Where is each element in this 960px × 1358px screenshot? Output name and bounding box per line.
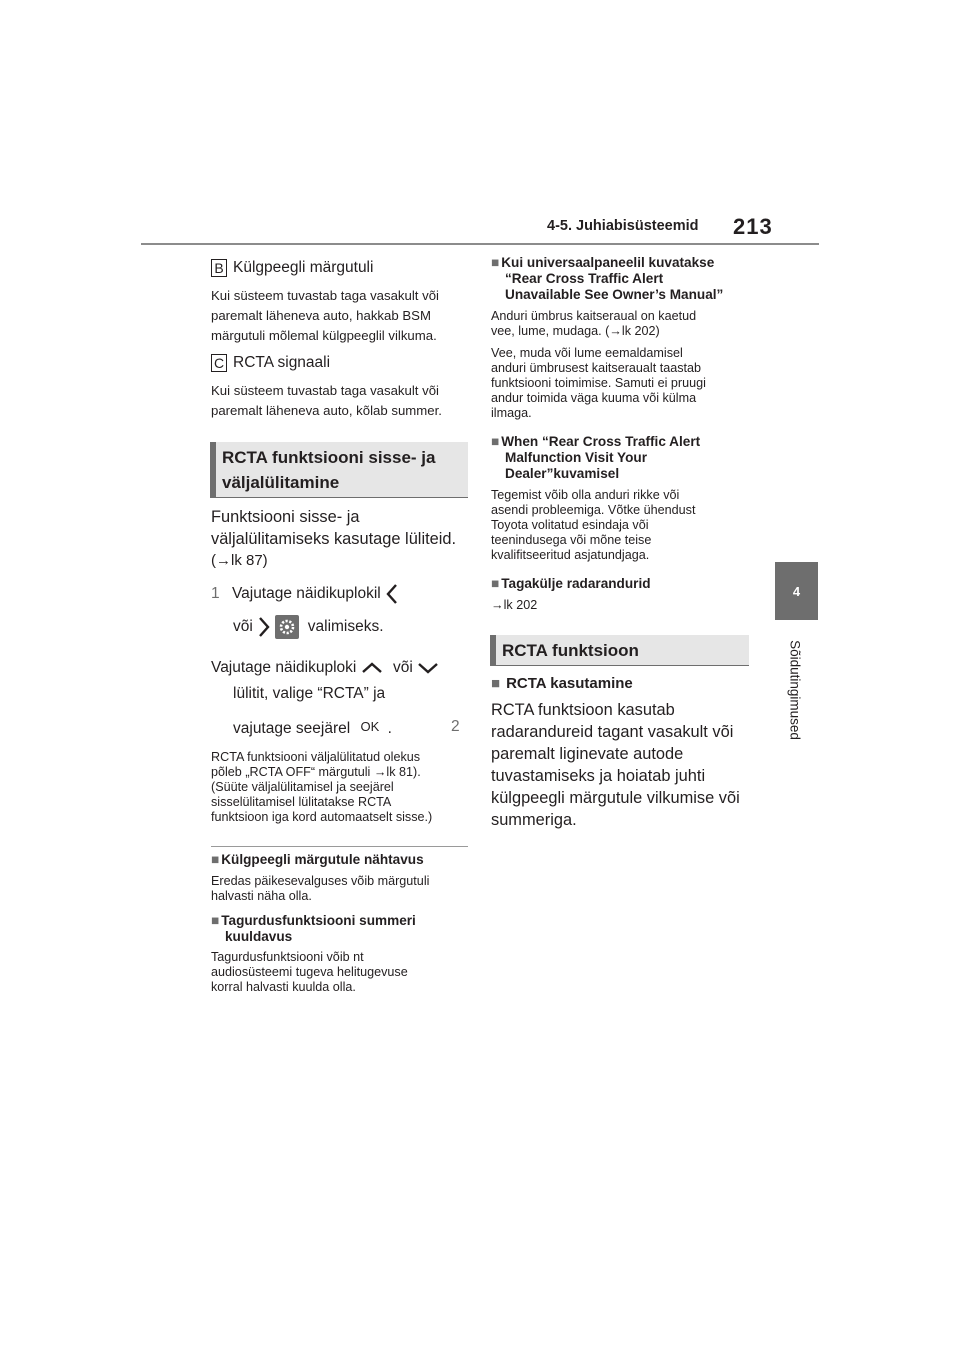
step-text: või — [392, 659, 413, 676]
bullet-heading — [491, 255, 723, 303]
bullet-heading — [491, 434, 700, 482]
bullet-title: kuuldavus — [225, 929, 293, 944]
heading-line: RCTA funktsiooni sisse- ja — [222, 448, 436, 467]
bullet-title: Dealer”kuvamisel — [505, 466, 620, 481]
bullet-text — [491, 309, 696, 339]
bullet-heading — [491, 675, 633, 692]
section-heading-rcta-function — [490, 635, 749, 666]
text-line: sisselülitamisel lülitatakse RCTA — [211, 795, 392, 809]
bullet-text — [211, 950, 408, 995]
item-c-description — [211, 381, 442, 421]
text-line: paremalt läheneva auto, hakkab BSM — [211, 308, 431, 323]
text-line: halvasti näha olla. — [211, 889, 312, 903]
text-line: Vee, muda või lume eemaldamisel — [491, 346, 683, 360]
text-line: RCTA funktsiooni väljalülitatud olekus — [211, 750, 421, 764]
text-line: paremalt läheneva auto, kõlab summer. — [211, 403, 442, 418]
heading-line: väljalülitamine — [222, 473, 340, 492]
note-divider — [211, 846, 468, 847]
bullet-text — [491, 699, 740, 831]
step-text: Vajutage näidikuploki — [211, 659, 357, 676]
text-line: asendi probleemiga. Võtke ühendust — [491, 503, 696, 517]
text-line: Eredas päikesevalguses võib märgutuli — [211, 874, 430, 888]
heading-line: RCTA funktsioon — [502, 641, 639, 660]
step-text: või — [233, 618, 253, 636]
text-line: RCTA funktsioon kasutab — [491, 701, 675, 719]
bullet-title: Kui universaalpaneelil kuvatakse — [501, 255, 715, 270]
page-number: 213 — [733, 214, 773, 239]
text-line: vee, lume, mudaga. (→lk 202) — [491, 324, 660, 338]
bullet-text — [491, 488, 695, 563]
text-line: andur toimida väga kuuma või külma — [491, 391, 697, 405]
bullet-heading — [491, 576, 651, 592]
text-line: ilmaga. — [491, 406, 532, 420]
item-c-label: RCTA signaali — [233, 354, 331, 372]
page-reference: →lk 202 — [491, 598, 538, 612]
item-b-description — [211, 286, 439, 346]
chapter-tab — [775, 562, 818, 620]
step-text: vajutage seejärel — [233, 720, 351, 737]
chevron-down-icon — [417, 661, 439, 675]
bullet-title: Unavailable See Owner’s Manual” — [505, 287, 724, 302]
square-bullet-icon: ■ — [491, 255, 500, 270]
chevron-right-icon — [257, 616, 271, 638]
text-line: teenindusega või mõne teise — [491, 533, 652, 547]
step-2-line3 — [233, 716, 392, 740]
bullet-heading — [211, 913, 416, 945]
bullet-title: Tagurdusfunktsiooni summeri — [221, 913, 416, 928]
text-line: korral halvasti kuulda olla. — [211, 980, 356, 994]
badge-b: B — [211, 259, 227, 277]
bullet-title: When “Rear Cross Traffic Alert — [501, 434, 701, 449]
text-line: Tagurdusfunktsiooni võib nt — [211, 950, 364, 964]
item-b — [211, 259, 373, 277]
text-line: radarandureid tagant vasakult või — [491, 723, 734, 741]
text-line: Kui süsteem tuvastab taga vasakult või — [211, 383, 439, 398]
step-2-line2: lülitit, valige “RCTA” ja — [233, 685, 386, 702]
text-line: funktsiooni toimimise. Samuti ei pruugi — [491, 376, 706, 390]
text-line: põleb „RCTA OFF“ märgutuli →lk 81). — [211, 765, 421, 779]
step-text: Vajutage näidikuplokil — [231, 585, 381, 603]
bullet-title: Malfunction Visit Your — [505, 450, 647, 465]
step-text: valimiseks. — [307, 618, 384, 636]
text-line: paremalt liginevate autode — [491, 745, 684, 763]
step-number: 2 — [451, 718, 460, 735]
text-line: Kui süsteem tuvastab taga vasakult või — [211, 288, 439, 303]
badge-c: C — [211, 354, 227, 372]
bullet-heading — [211, 852, 424, 868]
text-line: audiosüsteemi tugeva helitugevuse — [211, 965, 408, 979]
text-line: väljalülitamiseks kasutage lüliteid. — [211, 530, 457, 548]
text-line: märgutuli mõlemal külgpeeglil vilkuma. — [211, 328, 437, 343]
bullet-title: Külgpeegli märgutule nähtavus — [221, 852, 424, 867]
text-line: Anduri ümbrus kaitseraual on kaetud — [491, 309, 697, 323]
bullet-text — [211, 874, 429, 904]
bullet-text — [491, 346, 706, 421]
square-bullet-icon: ■ — [491, 675, 501, 692]
page-reference: (→lk 87) — [211, 552, 268, 569]
chapter-title-vertical — [766, 630, 824, 750]
text-line: Tegemist võib olla anduri rikke või — [491, 488, 680, 502]
step-2-line1 — [211, 657, 439, 679]
chevron-up-icon — [361, 661, 383, 675]
chapter-number: 4 — [792, 583, 801, 599]
settings-gear-icon — [275, 615, 299, 639]
item-c — [211, 354, 330, 372]
text-line: anduri ümbrusest kaitseraualt taastab — [491, 361, 702, 375]
section-header: 4-5. Juhiabisüsteemid — [547, 218, 699, 234]
text-line: (Süüte väljalülitamisel ja seejärel — [211, 780, 394, 794]
text-line: tuvastamiseks ja hoiatab juhti — [491, 767, 706, 785]
chapter-title: Sõidutingimused — [787, 640, 803, 740]
intro-text — [211, 506, 456, 572]
header-divider — [141, 243, 819, 245]
step-1-line1 — [211, 583, 399, 605]
step-1-line2 — [233, 615, 384, 639]
bullet-title: “Rear Cross Traffic Alert — [505, 271, 664, 286]
text-line: Toyota volitatud esindaja või — [491, 518, 649, 532]
square-bullet-icon: ■ — [211, 852, 220, 867]
square-bullet-icon: ■ — [491, 576, 500, 591]
square-bullet-icon: ■ — [491, 434, 500, 449]
chevron-left-icon — [385, 583, 399, 605]
item-b-label: Külgpeegli märgutuli — [233, 259, 374, 277]
text-line: Funktsiooni sisse- ja — [211, 508, 360, 526]
ok-button-glyph: OK — [360, 719, 380, 734]
bullet-title: RCTA kasutamine — [506, 675, 633, 692]
step-text: . — [387, 720, 392, 737]
note-text — [211, 750, 432, 825]
text-line: summeriga. — [491, 811, 577, 829]
text-line: külgpeegli märgutule vilkumise või — [491, 789, 740, 807]
bullet-title: Tagakülje radarandurid — [501, 576, 651, 591]
step-number: 1 — [211, 585, 220, 603]
text-line: funktsioon iga kord automaatselt sisse.) — [211, 810, 433, 824]
square-bullet-icon: ■ — [211, 913, 220, 928]
text-line: kvalifitseeritud asjatundjaga. — [491, 548, 650, 562]
section-heading-rcta-on-off — [210, 442, 468, 498]
